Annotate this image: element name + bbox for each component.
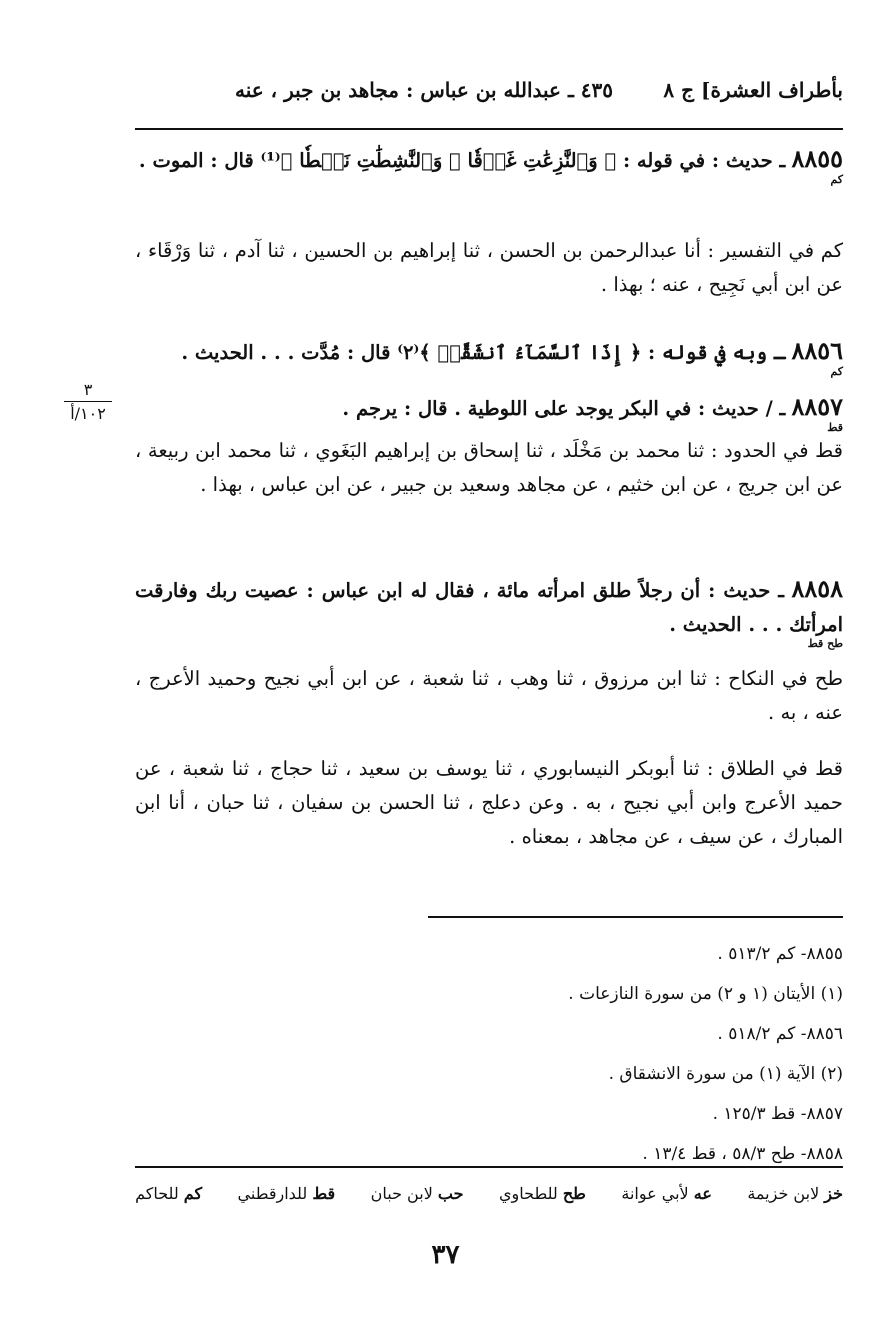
legend-item: عه لأبي عوانة [621, 1184, 712, 1203]
header-chapter-title: ٤٣٥ ـ عبدالله بن عباس : مجاهد بن جبر ، عنه [235, 78, 613, 102]
entry-number: ٨٨٥٥ [791, 144, 843, 173]
footnotes [423, 934, 843, 1174]
legend-item: كم للحاكم [135, 1184, 203, 1203]
entry-source-code: كم [830, 365, 843, 378]
hadith-entry [135, 572, 843, 650]
margin-folio-note [58, 380, 118, 423]
entry-paragraph [135, 662, 843, 730]
running-header [135, 78, 843, 114]
entry-paragraph [135, 752, 843, 854]
margin-note-top: ٣ [83, 380, 93, 399]
entry-title: ـ حديث : أن رجلاً طلق امرأته مائة ، فقال له ابن عباس : عصيت ربك وفارقت امرأتك . . . الحديث . [135, 579, 843, 636]
isnad-text: قط في الحدود : ثنا محمد بن مَخْلَد ، ثنا إسحاق بن إبراهيم البَغَوي ، ثنا محمد ابن ربيعة ، عن ابن جريج ، عن ابن خثيم ، عن مجاهد وسعيد بن جبير ، عن ابن عباس ، بهذا . [135, 439, 843, 496]
entry-number: ٨٨٥٦ [791, 336, 843, 365]
legend-item: طح للطحاوي [498, 1184, 586, 1203]
isnad-text: طح في النكاح : ثنا ابن مرزوق ، ثنا وهب ، ثنا شعبة ، عن ابن أبي نجيح وحميد الأعرج ، عنه ، به . [135, 667, 843, 724]
abbreviation-legend [135, 1184, 843, 1203]
margin-note-divider [64, 401, 112, 402]
footnote: ٨٨٥٥- كم ٥١٣/٢ . [717, 944, 843, 964]
header-rule [135, 128, 843, 130]
legend-item: خز لابن خزيمة [747, 1184, 843, 1203]
hadith-entry [135, 142, 843, 186]
entry-title: ـ وبه في قوله : ﴿ إِذَا ٱلسَّمَآءُ ٱنشَقَّتۡ ﴾⁽٢⁾ قال : مُدَّت . . . الحديث . [181, 341, 786, 364]
footnote: ٨٨٥٧- قط ١٢٥/٣ . [712, 1104, 843, 1124]
entry-heading [135, 334, 843, 370]
entry-source-code: كم [830, 173, 843, 186]
entry-heading [135, 142, 843, 178]
hadith-entry [135, 334, 843, 378]
entry-number: ٨٨٥٧ [791, 392, 843, 421]
entry-title: ـ حديث : في قوله : ﴿ وَٱلنَّٰزِعَٰتِ غَرۡقٗا ۞ وَٱلنَّٰشِطَٰتِ نَشۡطٗا ﴾⁽¹⁾ قال : الموت . [138, 149, 786, 172]
footnote-rule [428, 916, 843, 918]
entry-title: ـ / حديث : في البكر يوجد على اللوطية . قال : يرجم . [342, 397, 786, 420]
legend-item: حب لابن حبان [370, 1184, 464, 1203]
footnote: ٨٨٥٦- كم ٥١٨/٢ . [717, 1024, 843, 1044]
footnote: (٢) الآية (١) من سورة الانشقاق . [608, 1064, 843, 1084]
entry-source-code: طح قط [807, 637, 843, 650]
legend-rule [135, 1166, 843, 1168]
entry-heading [135, 572, 843, 642]
entry-heading [135, 390, 843, 426]
page-number: ٣٧ [431, 1240, 460, 1270]
isnad-text: قط في الطلاق : ثنا أبوبكر النيسابوري ، ثنا يوسف بن سعيد ، ثنا حجاج ، ثنا شعبة ، عن حميد الأعرج وابن أبي نجيح ، به . وعن دعلج ، ثنا الحسن بن سفيان ، ثنا حبان ، أنا ابن المبارك ، عن سيف ، عن مجاهد ، بمعناه . [135, 757, 843, 848]
entry-source-code: قط [827, 421, 843, 434]
entry-number: ٨٨٥٨ [791, 574, 843, 603]
footnote: ٨٨٥٨- طح ٥٨/٣ ، قط ١٣/٤ . [642, 1144, 843, 1164]
header-book-title: بأطراف العشرة] ج ٨ [663, 78, 843, 102]
margin-note-bottom: ١٠٢/أ [70, 404, 106, 423]
entry-paragraph [135, 234, 843, 302]
footnote: (١) الأيتان (١ و ٢) من سورة النازعات . [568, 984, 843, 1004]
hadith-entry [135, 390, 843, 434]
isnad-text: كم في التفسير : أنا عبدالرحمن بن الحسن ، ثنا إبراهيم بن الحسين ، ثنا آدم ، ثنا وَرْقَاء ، عن ابن أبي نَجِيح ، عنه ؛ بهذا . [135, 239, 843, 296]
entry-paragraph [135, 434, 843, 502]
legend-item: قط للدارقطني [237, 1184, 336, 1203]
